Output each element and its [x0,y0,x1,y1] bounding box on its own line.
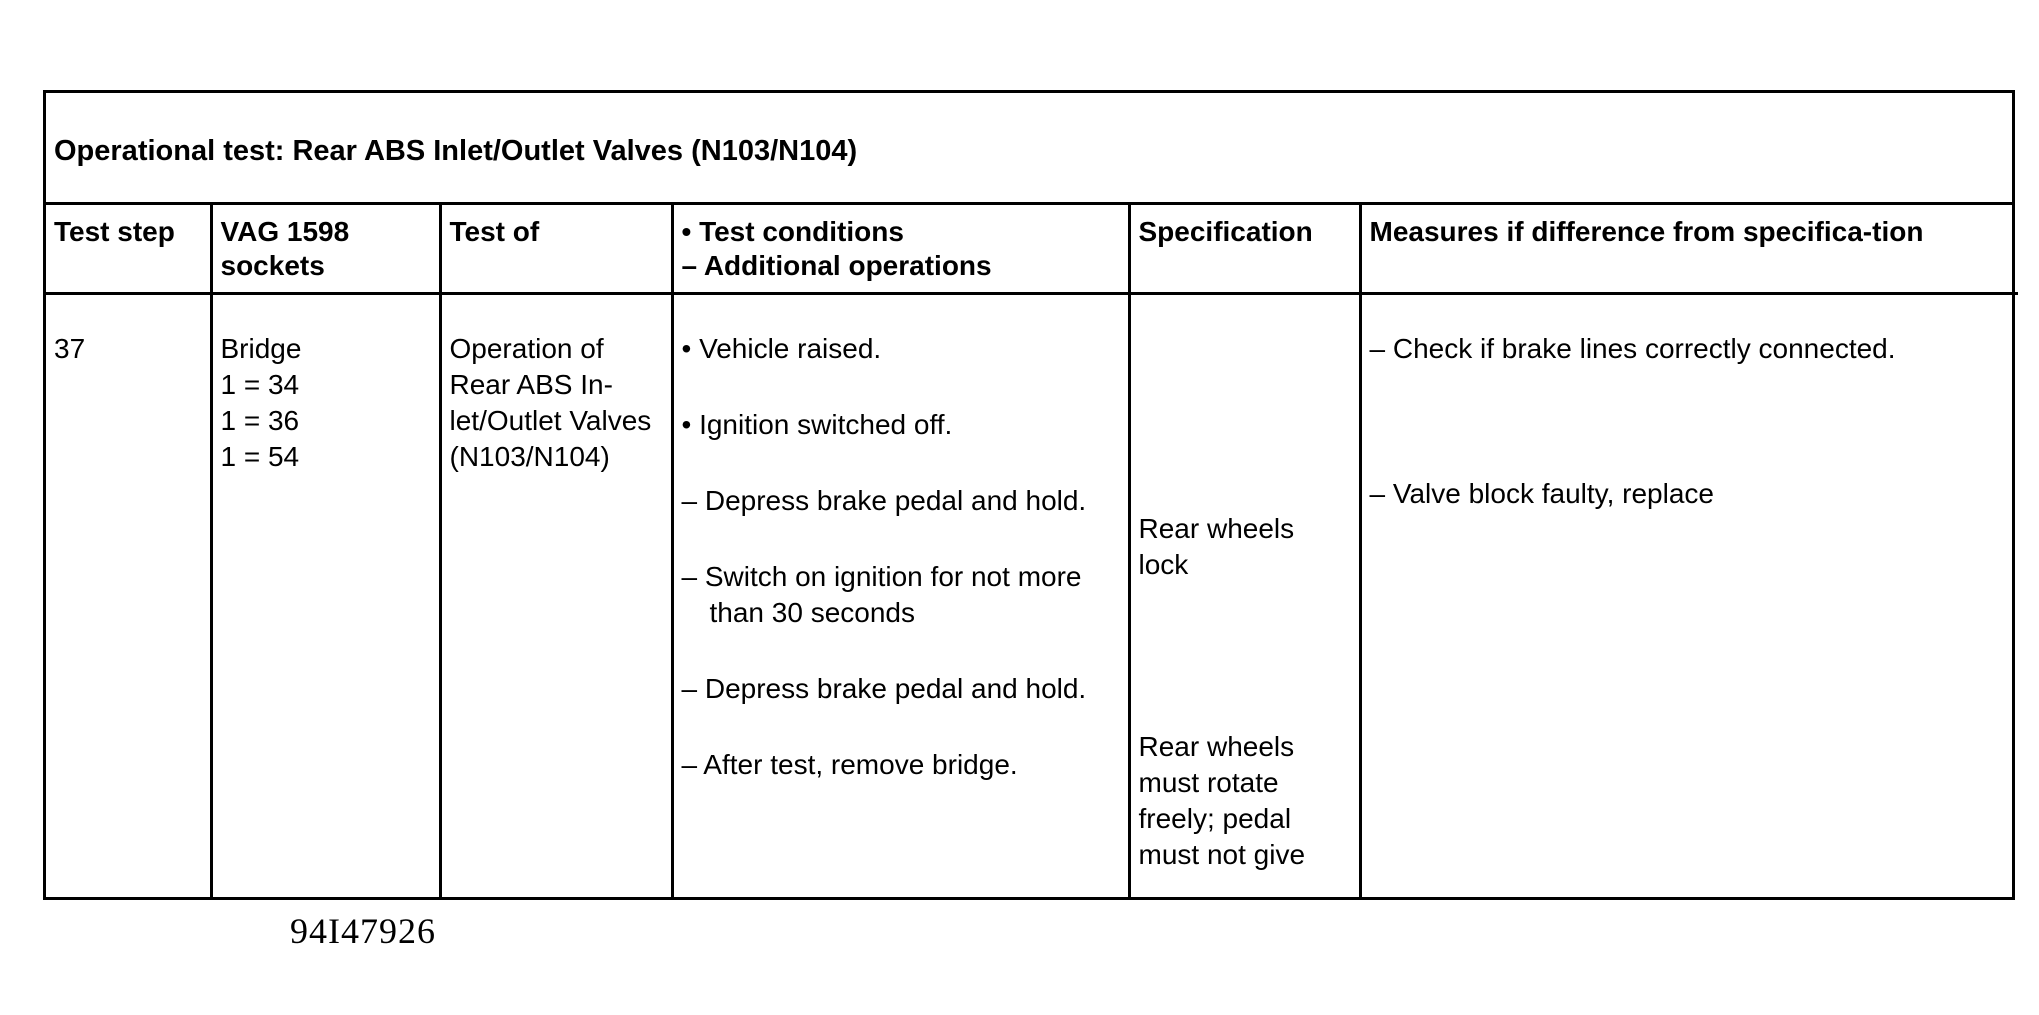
cell-sockets [211,293,440,897]
condition-item: • Ignition switched off. [681,408,953,440]
socket-line: Bridge [220,332,302,364]
cell-specification [1129,293,1360,897]
header-conditions-line2: – Additional operations [681,250,992,281]
header-test-of: Test of [440,205,672,293]
specification-item: Rear wheels lock [1138,512,1295,580]
socket-line: 1 = 54 [220,440,300,472]
header-specification: Specification [1129,205,1360,293]
specification-item: Rear wheels must rotate freely; pedal must not give [1138,730,1306,870]
cell-conditions [672,293,1129,897]
socket-line: 1 = 36 [220,404,300,436]
condition-item: • Vehicle raised. [681,332,882,364]
condition-item: – Switch on ignition for not more than 30 seconds [681,560,1082,628]
header-conditions-line1: • Test conditions [681,216,904,247]
cell-measures [1360,293,2018,897]
header-conditions [672,205,1129,293]
test-table [46,205,2018,897]
header-row [46,205,2018,293]
test-procedure-table-frame [43,90,2015,900]
condition-item: – After test, remove bridge. [681,748,1018,780]
measure-item: – Valve block faulty, replace [1369,477,1714,509]
measure-item: – Check if brake lines correctly connected. [1369,332,1896,364]
condition-item: – Depress brake pedal and hold. [681,672,1087,704]
header-test-step: Test step [46,205,211,293]
figure-code: 94I47926 [290,911,436,951]
cell-test-step: 37 [54,332,86,364]
header-measures: Measures if difference from specifica-tion [1360,205,2018,293]
socket-line: 1 = 34 [220,368,300,400]
header-sockets: VAG 1598 sockets [211,205,440,293]
table-title: Operational test: Rear ABS Inlet/Outlet Valves (N103/N104) [54,135,858,167]
cell-test-of: Operation of Rear ABS In-let/Outlet Valves (N103/N104) [440,293,672,897]
table-row [46,293,2018,897]
condition-item: – Depress brake pedal and hold. [681,484,1087,516]
title-bar [46,93,2012,205]
